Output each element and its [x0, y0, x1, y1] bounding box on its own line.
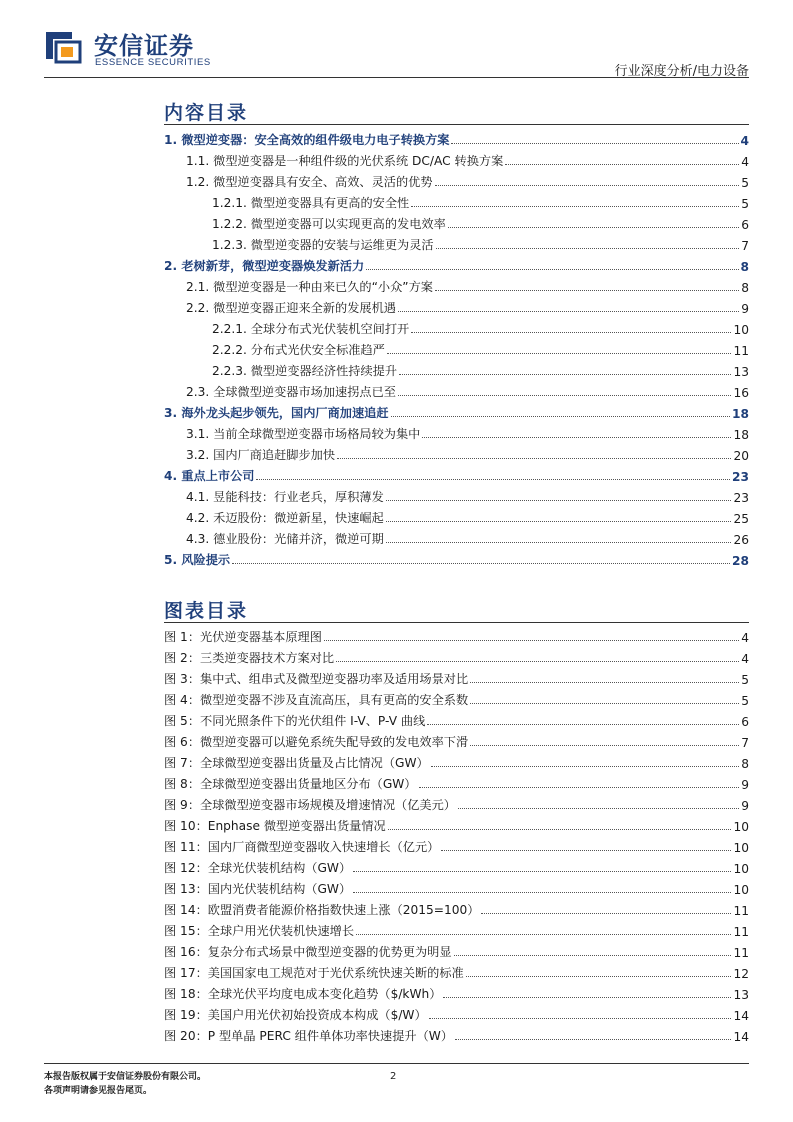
- figure-entry[interactable]: [164, 855, 749, 876]
- dot-leader: [435, 185, 740, 186]
- figure-entry-page: 5: [741, 694, 749, 708]
- figure-entry[interactable]: [164, 981, 749, 1002]
- figure-entry-page: 10: [733, 841, 749, 855]
- essence-logo-icon: [44, 26, 82, 64]
- toc-entry-label: 1. 微型逆变器：安全高效的组件级电力电子转换方案: [164, 133, 450, 147]
- dot-leader: [470, 682, 739, 683]
- figure-entry-page: 10: [733, 883, 749, 897]
- toc-entry-label: 4.1. 昱能科技：行业老兵，厚积薄发: [186, 490, 384, 504]
- figure-entry[interactable]: [164, 687, 749, 708]
- toc-entry-page: 23: [732, 470, 749, 484]
- figure-entry-label: 图 7：全球微型逆变器出货量及占比情况（GW）: [164, 756, 429, 770]
- toc-entry-page: 8: [740, 260, 749, 274]
- dot-leader: [419, 787, 740, 788]
- toc-entry[interactable]: [164, 379, 749, 400]
- figure-entry-page: 10: [733, 862, 749, 876]
- toc-entry-label: 5. 风险提示: [164, 553, 231, 567]
- dot-leader: [411, 332, 731, 333]
- figure-entry[interactable]: [164, 750, 749, 771]
- toc-entry-page: 5: [741, 176, 749, 190]
- toc-entry[interactable]: [164, 190, 749, 211]
- toc-entry[interactable]: [164, 169, 749, 190]
- table-of-contents: [164, 127, 749, 568]
- report-type: 行业深度分析/电力设备: [614, 64, 749, 79]
- figure-entry-page: 7: [741, 736, 749, 750]
- dot-leader: [356, 934, 731, 935]
- footer-rule: [44, 1063, 749, 1064]
- toc-entry[interactable]: [164, 484, 749, 505]
- dot-leader: [398, 395, 732, 396]
- toc-entry-page: 9: [741, 302, 749, 316]
- dot-leader: [505, 164, 739, 165]
- dot-leader: [481, 913, 731, 914]
- toc-entry-page: 25: [733, 512, 749, 526]
- disclaimer-note: 各项声明请参见报告尾页。: [44, 1086, 153, 1096]
- toc-entry-label: 1.2. 微型逆变器具有安全、高效、灵活的优势: [186, 175, 433, 189]
- toc-entry[interactable]: [164, 316, 749, 337]
- logo-chinese-name: 安信证券: [94, 32, 194, 60]
- figure-entry-page: 6: [741, 715, 749, 729]
- figure-entry-label: 图 10：Enphase 微型逆变器出货量情况: [164, 819, 386, 833]
- figure-entry-label: 图 18：全球光伏平均度电成本变化趋势（$/kWh）: [164, 987, 442, 1001]
- figure-entry-label: 图 1：光伏逆变器基本原理图: [164, 630, 322, 644]
- toc-entry-page: 18: [733, 428, 749, 442]
- dot-leader: [443, 997, 731, 998]
- dot-leader: [353, 871, 731, 872]
- toc-entry-page: 11: [733, 344, 749, 358]
- toc-entry-label: 2.2. 微型逆变器正迎来全新的发展机遇: [186, 301, 396, 315]
- figure-entry-label: 图 15：全球户用光伏装机快速增长: [164, 924, 355, 938]
- toc-entry-page: 10: [733, 323, 749, 337]
- toc-entry[interactable]: [164, 358, 749, 379]
- dot-leader: [466, 976, 732, 977]
- toc-entry-page: 13: [733, 365, 749, 379]
- dot-leader: [386, 521, 732, 522]
- figure-entry-page: 12: [733, 967, 749, 981]
- toc-entry[interactable]: [164, 232, 749, 253]
- dot-leader: [470, 745, 739, 746]
- dot-leader: [470, 703, 739, 704]
- figure-entry-label: 图 6：微型逆变器可以避免系统失配导致的发电效率下滑: [164, 735, 469, 749]
- toc-entry-page: 4: [740, 134, 749, 148]
- dot-leader: [391, 416, 730, 417]
- page-number: 2: [390, 1071, 397, 1082]
- copyright-note: 本报告版权属于安信证券股份有限公司。: [44, 1072, 207, 1082]
- figure-entry-page: 14: [733, 1009, 749, 1023]
- figure-entry-label: 图 2：三类逆变器技术方案对比: [164, 651, 335, 665]
- toc-entry-page: 6: [741, 218, 749, 232]
- toc-entry[interactable]: [164, 211, 749, 232]
- figure-entry[interactable]: [164, 1002, 749, 1023]
- dot-leader: [455, 1039, 731, 1040]
- figure-entry-page: 4: [741, 631, 749, 645]
- header-rule: [44, 77, 749, 78]
- figure-entry-label: 图 16：复杂分布式场景中微型逆变器的优势更为明显: [164, 945, 452, 959]
- figure-entry-page: 11: [733, 946, 749, 960]
- figure-entry-label: 图 8：全球微型逆变器出货量地区分布（GW）: [164, 777, 417, 791]
- figure-entry[interactable]: [164, 666, 749, 687]
- figure-entry-label: 图 14：欧盟消费者能源价格指数快速上涨（2015=100）: [164, 903, 480, 917]
- toc-entry[interactable]: [164, 148, 749, 169]
- toc-entry-label: 1.2.2. 微型逆变器可以实现更高的发电效率: [212, 217, 446, 231]
- figures-title-rule: [164, 622, 749, 623]
- figure-entry[interactable]: [164, 792, 749, 813]
- toc-entry-label: 2. 老树新芽，微型逆变器焕发新活力: [164, 259, 365, 273]
- dot-leader: [422, 437, 731, 438]
- dot-leader: [337, 458, 731, 459]
- figure-entry-label: 图 4：微型逆变器不涉及直流高压，具有更高的安全系数: [164, 693, 469, 707]
- dot-leader: [386, 542, 732, 543]
- dot-leader: [436, 248, 740, 249]
- figure-entry-label: 图 13：国内光伏装机结构（GW）: [164, 882, 352, 896]
- figure-entry-label: 图 17：美国国家电工规范对于光伏系统快速关断的标准: [164, 966, 464, 980]
- toc-entry[interactable]: [164, 253, 749, 274]
- figures-title: 图表目录: [164, 600, 249, 622]
- dot-leader: [388, 829, 732, 830]
- dot-leader: [429, 1018, 732, 1019]
- logo-english-name: ESSENCE SECURITIES: [95, 57, 211, 68]
- toc-entry-label: 2.2.1. 全球分布式光伏装机空间打开: [212, 322, 410, 336]
- toc-entry[interactable]: [164, 526, 749, 547]
- figure-entry[interactable]: [164, 645, 749, 666]
- toc-entry[interactable]: [164, 337, 749, 358]
- figure-list: [164, 624, 749, 1044]
- toc-entry[interactable]: [164, 547, 749, 568]
- toc-entry-page: 20: [733, 449, 749, 463]
- toc-entry-label: 1.2.1. 微型逆变器具有更高的安全性: [212, 196, 410, 210]
- figure-entry-label: 图 19：美国户用光伏初始投资成本构成（$/W）: [164, 1008, 427, 1022]
- toc-entry-page: 28: [732, 554, 749, 568]
- dot-leader: [454, 955, 732, 956]
- toc-entry-page: 26: [733, 533, 749, 547]
- toc-entry-label: 2.2.2. 分布式光伏安全标准趋严: [212, 343, 385, 357]
- toc-entry-label: 4.2. 禾迈股份：微逆新星，快速崛起: [186, 511, 384, 525]
- dot-leader: [256, 479, 730, 480]
- figure-entry[interactable]: [164, 708, 749, 729]
- figure-entry-page: 9: [741, 799, 749, 813]
- figure-entry-page: 9: [741, 778, 749, 792]
- toc-entry-page: 4: [741, 155, 749, 169]
- toc-entry-label: 1.2.3. 微型逆变器的安装与运维更为灵活: [212, 238, 434, 252]
- toc-entry-page: 7: [741, 239, 749, 253]
- dot-leader: [411, 206, 739, 207]
- figure-entry-page: 5: [741, 673, 749, 687]
- figure-entry-page: 13: [733, 988, 749, 1002]
- figure-entry[interactable]: [164, 918, 749, 939]
- figure-entry-page: 10: [733, 820, 749, 834]
- figure-entry-label: 图 5：不同光照条件下的光伏组件 I-V、P-V 曲线: [164, 714, 426, 728]
- figure-entry-page: 4: [741, 652, 749, 666]
- figure-entry-label: 图 12：全球光伏装机结构（GW）: [164, 861, 352, 875]
- toc-entry-label: 3.1. 当前全球微型逆变器市场格局较为集中: [186, 427, 421, 441]
- dot-leader: [441, 850, 731, 851]
- dot-leader: [435, 290, 739, 291]
- page-header: [0, 0, 793, 80]
- toc-entry-label: 3. 海外龙头起步领先，国内厂商加速追赶: [164, 406, 389, 420]
- figure-entry[interactable]: [164, 939, 749, 960]
- toc-entry-page: 8: [741, 281, 749, 295]
- figure-entry[interactable]: [164, 813, 749, 834]
- figure-entry-page: 14: [733, 1030, 749, 1044]
- toc-entry-label: 2.3. 全球微型逆变器市场加速拐点已至: [186, 385, 396, 399]
- figure-entry-page: 11: [733, 904, 749, 918]
- figure-entry[interactable]: [164, 834, 749, 855]
- figure-entry[interactable]: [164, 624, 749, 645]
- toc-title: 内容目录: [164, 102, 249, 124]
- dot-leader: [451, 143, 738, 144]
- dot-leader: [232, 563, 730, 564]
- toc-entry[interactable]: [164, 274, 749, 295]
- figure-entry[interactable]: [164, 897, 749, 918]
- toc-entry-page: 5: [741, 197, 749, 211]
- figure-entry[interactable]: [164, 729, 749, 750]
- toc-title-rule: [164, 124, 749, 125]
- toc-entry-page: 18: [732, 407, 749, 421]
- toc-entry[interactable]: [164, 127, 749, 148]
- toc-entry[interactable]: [164, 421, 749, 442]
- dot-leader: [398, 311, 739, 312]
- figure-entry-page: 11: [733, 925, 749, 939]
- toc-entry-page: 23: [733, 491, 749, 505]
- dot-leader: [353, 892, 731, 893]
- dot-leader: [387, 353, 732, 354]
- dot-leader: [448, 227, 739, 228]
- figure-entry-page: 8: [741, 757, 749, 771]
- toc-entry-label: 4. 重点上市公司: [164, 469, 255, 483]
- toc-entry-label: 4.3. 德业股份：光储并济，微逆可期: [186, 532, 384, 546]
- toc-entry[interactable]: [164, 295, 749, 316]
- figure-entry[interactable]: [164, 1023, 749, 1044]
- dot-leader: [458, 808, 739, 809]
- figure-entry[interactable]: [164, 876, 749, 897]
- toc-entry[interactable]: [164, 442, 749, 463]
- figure-entry[interactable]: [164, 771, 749, 792]
- dot-leader: [366, 269, 738, 270]
- toc-entry-label: 1.1. 微型逆变器是一种组件级的光伏系统 DC/AC 转换方案: [186, 154, 504, 168]
- figure-entry-label: 图 11：国内厂商微型逆变器收入快速增长（亿元）: [164, 840, 440, 854]
- dot-leader: [427, 724, 739, 725]
- figure-entry[interactable]: [164, 960, 749, 981]
- dot-leader: [431, 766, 740, 767]
- dot-leader: [324, 640, 739, 641]
- dot-leader: [399, 374, 731, 375]
- dot-leader: [336, 661, 739, 662]
- figure-entry-label: 图 3：集中式、组串式及微型逆变器功率及适用场景对比: [164, 672, 469, 686]
- toc-entry[interactable]: [164, 463, 749, 484]
- toc-entry-page: 16: [733, 386, 749, 400]
- toc-entry-label: 2.2.3. 微型逆变器经济性持续提升: [212, 364, 398, 378]
- figure-entry-label: 图 20：P 型单晶 PERC 组件单体功率快速提升（W）: [164, 1029, 454, 1043]
- toc-entry-label: 3.2. 国内厂商追赶脚步加快: [186, 448, 336, 462]
- toc-entry-label: 2.1. 微型逆变器是一种由来已久的“小众”方案: [186, 280, 433, 294]
- toc-entry[interactable]: [164, 400, 749, 421]
- figure-entry-label: 图 9：全球微型逆变器市场规模及增速情况（亿美元）: [164, 798, 456, 812]
- dot-leader: [386, 500, 732, 501]
- toc-entry[interactable]: [164, 505, 749, 526]
